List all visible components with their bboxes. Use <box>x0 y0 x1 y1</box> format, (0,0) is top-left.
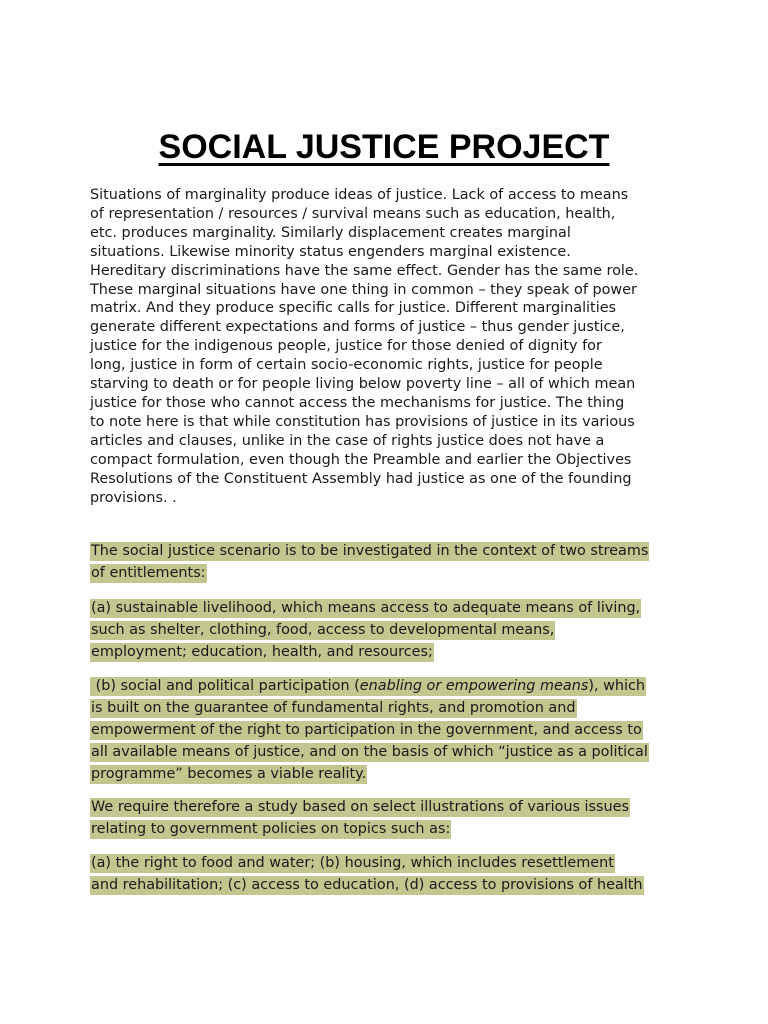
paragraph-participation <box>90 675 690 785</box>
line-text: ), which <box>588 678 646 694</box>
highlighted-line: The social justice scenario is to be investigated in the context of two streams <box>91 543 649 559</box>
paragraph-entitlements <box>90 540 690 584</box>
highlighted-line <box>90 677 646 696</box>
page-title: SOCIAL JUSTICE PROJECT <box>158 128 610 166</box>
highlighted-line: employment; education, health, and resources; <box>91 644 433 660</box>
paragraph-study <box>90 796 690 840</box>
intro-paragraph: Situations of marginality produce ideas of justice. Lack of access to means of representation / resources / survival means such as education, health, etc. produces marginality. Similarly displacement creates marginal situations. Likewise minority status engenders marginal existence. Hereditary discriminations have the same effect. Gender has the same role. These marginal situations have one thing in common – they speak of power matrix. And they produce specific calls for justice. Different marginalities generate different expectations and forms of justice – thus gender justice, justice for the indigenous people, justice for those denied of dignity for long, justice in form of certain socio-economic rights, justice for people starving to death or for people living below poverty line – all of which mean justice for those who cannot access the mechanisms for justice. The thing to note here is that while constitution has provisions of justice in its various articles and clauses, unlike in the case of rights justice does not have a compact formulation, even though the Preamble and earlier the Objectives Resolutions of the Constituent Assembly had justice as one of the founding provisions. . <box>90 187 639 506</box>
line-text: (b) social and political participation ( <box>91 678 360 694</box>
highlighted-line: programme” becomes a viable reality. <box>91 766 367 782</box>
highlighted-line: empowerment of the right to participation in the government, and access to <box>91 722 642 738</box>
emphasis-text: enabling or empowering means <box>359 678 589 694</box>
highlighted-line: We require therefore a study based on select illustrations of various issues <box>91 799 630 815</box>
highlighted-line: is built on the guarantee of fundamental rights, and promotion and <box>91 700 576 716</box>
highlighted-line: (a) sustainable livelihood, which means access to adequate means of living, <box>91 600 641 616</box>
paragraph-topics <box>90 852 690 896</box>
highlighted-line: relating to government policies on topics such as: <box>91 821 451 837</box>
paragraph-livelihood <box>90 597 690 663</box>
highlighted-line: all available means of justice, and on the basis of which “justice as a political <box>91 744 648 760</box>
highlighted-line: such as shelter, clothing, food, access to developmental means, <box>91 622 555 638</box>
highlighted-line: and rehabilitation; (c) access to education, (d) access to provisions of health <box>91 877 643 893</box>
highlighted-line: (a) the right to food and water; (b) housing, which includes resettlement <box>91 855 614 871</box>
highlighted-line: of entitlements: <box>91 565 206 581</box>
